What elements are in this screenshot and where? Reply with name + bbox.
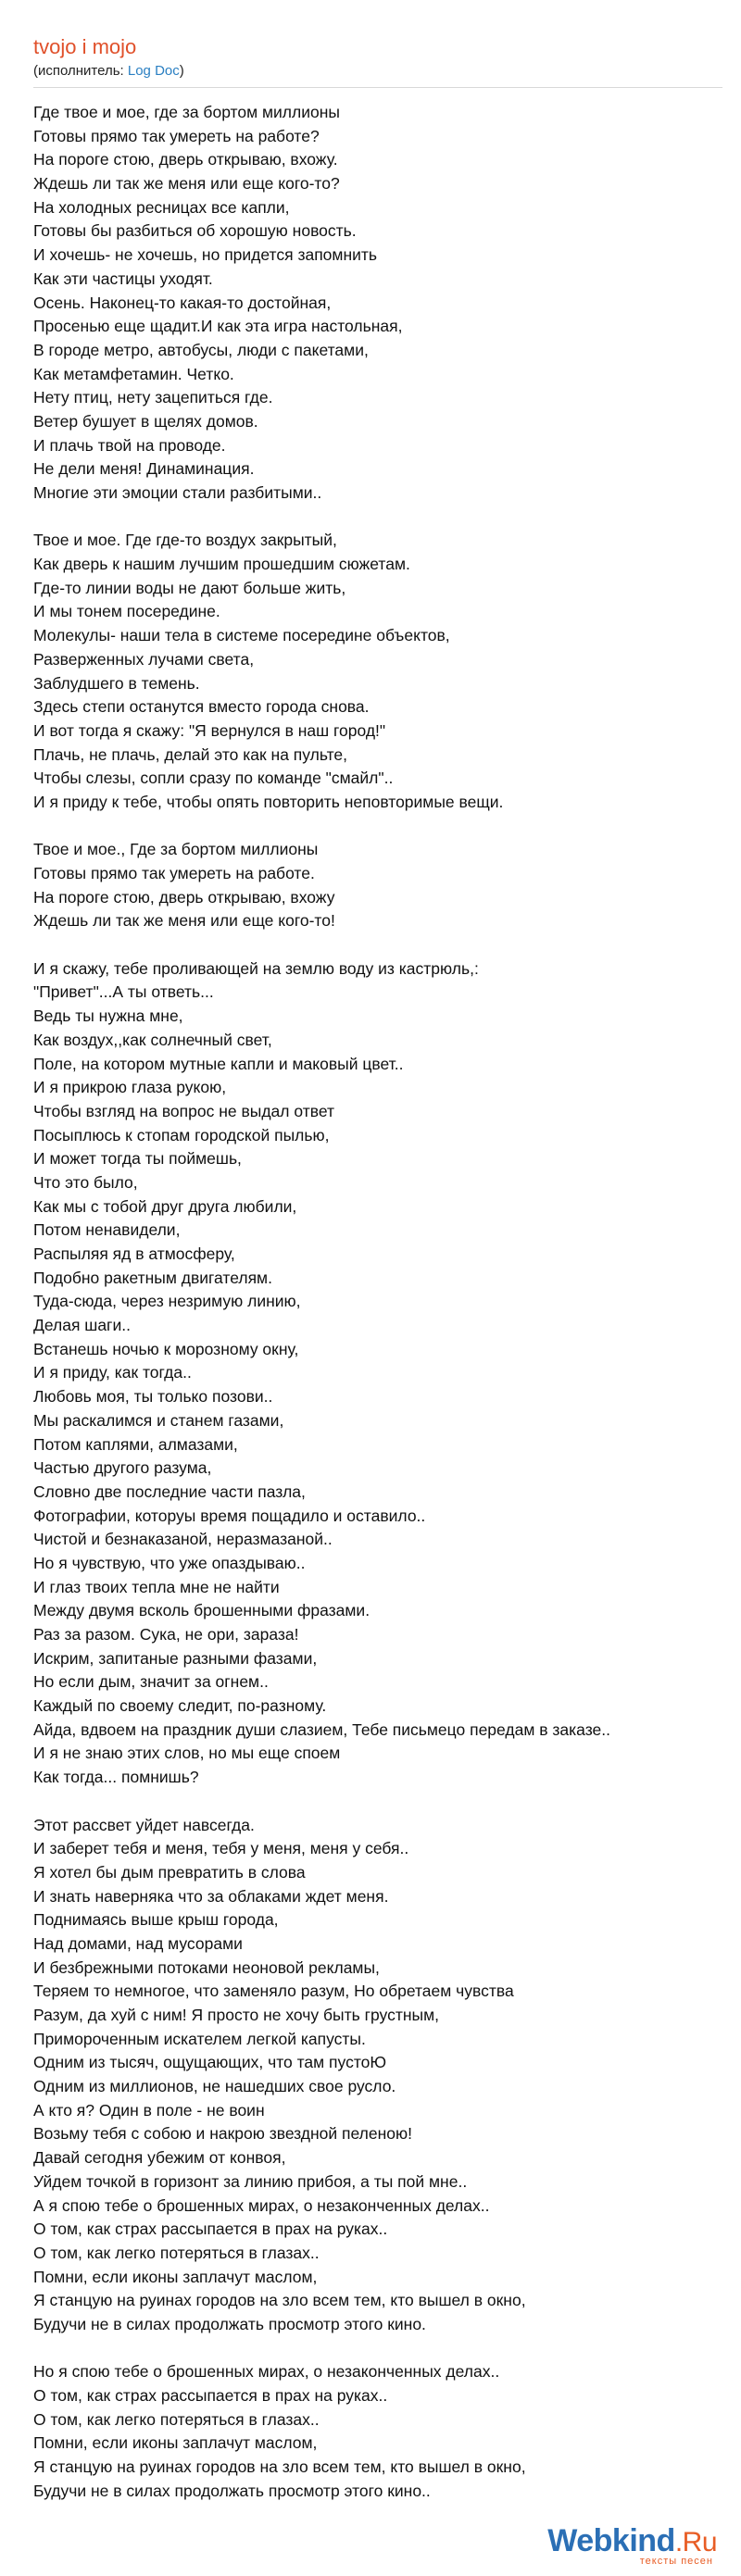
lyric-line: Чтобы слезы, сопли сразу по команде "смайл".. [33, 769, 394, 788]
lyric-line: Как воздух,,как солнечный свет, [33, 1030, 272, 1049]
lyric-line: И я прикрою глаза рукою, [33, 1078, 227, 1097]
lyric-line: Фотографии, которуы время пощадило и оставило.. [33, 1506, 426, 1525]
lyric-line: Ждешь ли так же меня или еще кого-то! [33, 911, 335, 931]
lyric-line: Будучи не в силах продолжать просмотр этого кино. [33, 2314, 426, 2333]
lyric-line: Как мы с тобой друг друга любили, [33, 1196, 297, 1216]
lyric-line: Любовь моя, ты только позови.. [33, 1387, 273, 1407]
lyric-line: А я спою тебе о брошенных мирах, о незаконченных делах.. [33, 2195, 490, 2215]
lyric-line: Готовы бы разбиться об хорошую новость. [33, 221, 357, 241]
lyric-line: Потом каплями, алмазами, [33, 1434, 238, 1454]
lyric-line: Встанешь ночью к морозному окну, [33, 1339, 299, 1358]
title-divider [33, 87, 722, 88]
lyric-line: И плачь твой на проводе. [33, 435, 226, 455]
lyric-line: Подобно ракетным двигателям. [33, 1268, 272, 1287]
lyric-line: Твое и мое. Где где-то воздух закрытый, [33, 531, 337, 550]
lyric-line: На холодных ресницах все капли, [33, 197, 290, 217]
lyric-line: Возьму тебя с собою и накрою звездной пеленою! [33, 2124, 413, 2144]
lyric-line: Я станцую на руинах городов на зло всем тем, кто вышел в окно, [33, 2291, 526, 2310]
lyric-line: "Привет"...А ты ответь... [33, 982, 214, 1002]
lyric-line: Плачь, не плачь, делай это как на пульте, [33, 744, 348, 764]
lyric-line: И мы тонем посередине. [33, 602, 220, 621]
lyric-line: Здесь степи останутся вместо города снова. [33, 697, 370, 717]
lyric-line: О том, как страх рассыпается в прах на руках.. [33, 2220, 388, 2239]
lyric-line: Словно две последние части пазла, [33, 1482, 306, 1501]
lyric-line: Примороченным искателем легкой капусты. [33, 2029, 366, 2048]
lyric-line: Осень. Наконец-то какая-то достойная, [33, 293, 332, 312]
lyric-line: Помни, если иконы заплачут маслом, [33, 2267, 318, 2286]
lyric-line: Но если дым, значит за огнем.. [33, 1672, 269, 1692]
lyric-line: Чистой и безнаказаной, неразмазаной.. [33, 1530, 333, 1549]
lyric-line: Как тогда... помнишь? [33, 1768, 199, 1787]
lyric-line: Как метамфетамин. Четко. [33, 364, 234, 383]
lyric-line: И я скажу, тебе проливающей на землю воду из кастрюль,: [33, 958, 479, 978]
lyric-line: Уйдем точкой в горизонт за линию прибоя, а ты пой мне.. [33, 2171, 468, 2191]
lyric-line: Одним из тысяч, ощущающих, что там пустоЮ [33, 2053, 387, 2072]
lyric-line: И хочешь- не хочешь, но придется запомнить [33, 245, 378, 265]
lyric-line: Посыплюсь к стопам городской пылью, [33, 1125, 330, 1144]
lyric-line: А кто я? Один в поле - не воин [33, 2100, 265, 2120]
lyric-line: Над домами, над мусорами [33, 1933, 243, 1953]
lyric-line: Мы раскалимся и станем газами, [33, 1410, 284, 1430]
lyric-line: И я не знаю этих слов, но мы еще споем [33, 1744, 341, 1763]
lyric-line: Где твое и мое, где за бортом миллионы [33, 103, 340, 121]
song-title: tvojo i mojo [33, 35, 137, 58]
performer-prefix: (исполнитель: [33, 63, 128, 79]
lyric-line: В городе метро, автобусы, люди с пакетами, [33, 340, 369, 359]
lyric-line: Распыляя яд в атмосферу, [33, 1244, 235, 1263]
lyric-line: Потом ненавидели, [33, 1220, 181, 1240]
lyric-line: Молекулы- наши тела в системе посередине объектов, [33, 626, 450, 645]
lyric-line: На пороге стою, дверь открываю, вхожу [33, 887, 335, 907]
lyric-line: О том, как легко потеряться в глазах.. [33, 2409, 320, 2429]
lyric-line: Готовы прямо так умереть на работе? [33, 126, 320, 145]
lyric-line: Давай сегодня убежим от конвоя, [33, 2148, 286, 2168]
lyric-line: Разверженных лучами света, [33, 649, 255, 669]
lyric-line: Но я спою тебе о брошенных мирах, о незаконченных делах.. [33, 2362, 500, 2382]
lyric-line: Просенью еще щадит.И как эта игра настольная, [33, 317, 403, 336]
lyric-line: Ждешь ли так же меня или еще кого-то? [33, 174, 340, 194]
lyric-line: Как эти частицы уходят. [33, 269, 213, 288]
lyric-line: Ветер бушует в щелях домов. [33, 411, 258, 431]
lyric-line: Не дели меня! Динаминация. [33, 459, 255, 479]
lyric-line: Делая шаги.. [33, 1316, 131, 1335]
lyric-line: На пороге стою, дверь открываю, вхожу. [33, 150, 338, 169]
lyric-line: Но я чувствую, что уже опаздываю.. [33, 1553, 306, 1572]
lyric-line: Твое и мое., Где за бортом миллионы [33, 840, 319, 859]
lyric-line: Этот рассвет уйдет навсегда. [33, 1815, 255, 1834]
lyric-line: И безбрежными потоками неоновой рекламы, [33, 1957, 380, 1977]
site-watermark [547, 2524, 717, 2567]
performer-line [33, 61, 722, 81]
lyric-line: И глаз твоих тепла мне не найти [33, 1577, 280, 1596]
lyric-line: Одним из миллионов, не нашедших свое русло. [33, 2077, 396, 2096]
lyric-line: О том, как легко потеряться в глазах.. [33, 2243, 320, 2262]
lyric-line: Поле, на котором мутные капли и маковый цвет.. [33, 1054, 404, 1073]
lyric-line: Нету птиц, нету зацепиться где. [33, 388, 273, 407]
lyric-line: Частью другого разума, [33, 1458, 212, 1478]
lyric-line: Я станцую на руинах городов на зло всем тем, кто вышел в окно, [33, 2457, 526, 2477]
lyrics-text [33, 101, 722, 2503]
lyric-line: Помни, если иконы заплачут маслом, [33, 2433, 318, 2453]
lyric-line: Готовы прямо так умереть на работе. [33, 864, 315, 882]
lyric-line: Чтобы взгляд на вопрос не выдал ответ [33, 1101, 334, 1120]
lyric-line: И заберет тебя и меня, тебя у меня, меня у себя.. [33, 1839, 409, 1858]
lyric-line: Между двумя всколь брошенными фразами. [33, 1601, 370, 1620]
site-tagline: тексты песен [639, 2556, 713, 2567]
lyric-line: Что это было, [33, 1172, 138, 1192]
lyric-line: Я хотел бы дым превратить в слова [33, 1862, 306, 1882]
stanza-break [33, 933, 722, 957]
lyric-line: Теряем то немногое, что заменяло разум, Но обретаем чувства [33, 1982, 514, 2001]
lyric-line: И знать наверняка что за облаками ждет меня. [33, 1886, 389, 1906]
lyric-line: Как дверь к нашим лучшим прошедшим сюжетам. [33, 555, 410, 574]
lyric-line: Будучи не в силах продолжать просмотр этого кино.. [33, 2481, 431, 2500]
lyric-line: И вот тогда я скажу: "Я вернулся в наш город!" [33, 720, 386, 740]
stanza-break [33, 506, 722, 530]
site-logo [547, 2524, 717, 2559]
lyric-line: Ведь ты нужна мне, [33, 1007, 183, 1026]
lyric-line: Туда-сюда, через незримую линию, [33, 1292, 301, 1311]
lyric-line: Поднимаясь выше крыш города, [33, 1910, 279, 1930]
lyrics-page [33, 33, 722, 2503]
lyric-line: Раз за разом. Сука, не ори, зараза! [33, 1625, 299, 1644]
lyric-line: Многие эти эмоции стали разбитыми.. [33, 483, 322, 502]
site-logo-tld: .Ru [674, 2527, 717, 2557]
lyric-line: Заблудшего в темень. [33, 673, 200, 693]
lyric-line: Где-то линии воды не дают больше жить, [33, 578, 346, 597]
lyric-line: И я приду, как тогда.. [33, 1363, 192, 1382]
lyric-line: И может тогда ты поймешь, [33, 1149, 242, 1169]
stanza-break [33, 2337, 722, 2361]
lyric-line: Айда, вдвоем на праздник души слазием, Тебе письмецо передам в заказе.. [33, 1719, 610, 1739]
stanza-break [33, 1790, 722, 1814]
lyric-line: Искрим, запитаные разными фазами, [33, 1648, 318, 1668]
performer-suffix: ) [179, 63, 184, 79]
lyric-line: Каждый по своему следит, по-разному. [33, 1696, 327, 1716]
lyric-line: И я приду к тебе, чтобы опять повторить неповторимые вещи. [33, 792, 504, 811]
performer-link[interactable]: Log Doc [127, 63, 180, 79]
site-logo-brand: Webkind [547, 2523, 675, 2558]
stanza-break [33, 815, 722, 839]
lyric-line: О том, как страх рассыпается в прах на руках.. [33, 2386, 388, 2405]
lyric-line: Разум, да хуй с ним! Я просто не хочу быть грустным, [33, 2006, 439, 2024]
